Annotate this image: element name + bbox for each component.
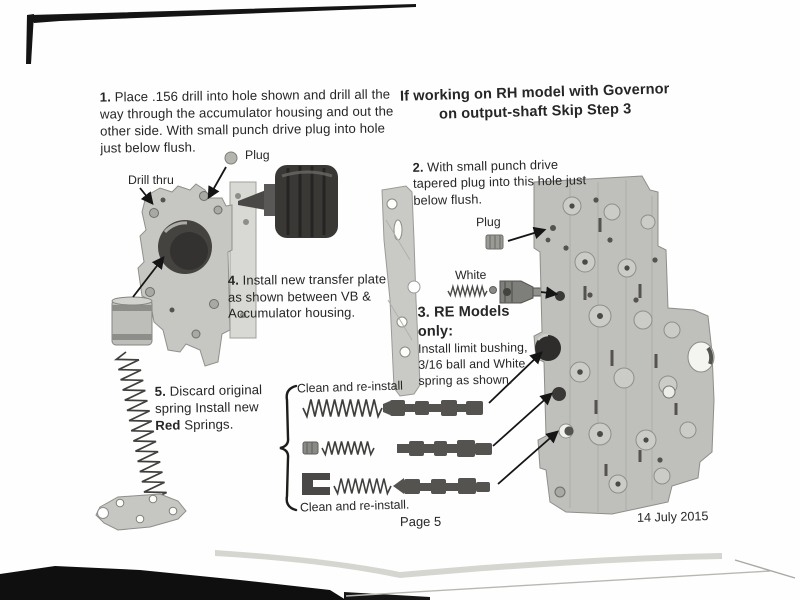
notice-line-1: If working on RH model with Governor — [399, 81, 670, 105]
white-spring-bore — [555, 291, 565, 301]
plug-label-right: Plug — [475, 214, 501, 230]
valve-body-illustration — [534, 176, 714, 514]
step-3-body: Install limit bushing, 3/16 ball and White spring as shown. — [417, 340, 528, 388]
notice-line-2: on output-shaft Skip Step 3 — [438, 101, 632, 123]
e-clip — [302, 473, 330, 495]
drill-thru-label: Drill thru — [128, 173, 174, 187]
step-1-text: 1. Place .156 drill into hole shown and drill all the way through the accumulator housing and out the other side. With small punch drive plug into hole just below flush. — [99, 86, 394, 156]
step-5-number: 5. — [154, 383, 167, 399]
check-ball-illustration — [490, 287, 497, 294]
step-3-title: 3. RE Models only: — [417, 303, 510, 340]
page-curl-shadow — [215, 550, 722, 578]
cover-plate-illustration — [96, 494, 186, 530]
limit-bushing-illustration — [500, 281, 541, 303]
step-2-text: 2. With small punch drive tapered plug into this hole just below flush. — [412, 156, 587, 208]
valve-spool-1 — [383, 400, 483, 416]
clean-reinstall-label-bottom: Clean and re-install. — [299, 497, 410, 515]
white-spring-illustration — [448, 287, 487, 296]
step-5-text: 5. Discard original spring Install new Red Springs. — [154, 382, 263, 433]
step-2-number: 2. — [412, 159, 424, 175]
plug-label-left: Plug — [245, 148, 270, 162]
step-4-number: 4. — [227, 272, 239, 288]
page-number: Page 5 — [399, 513, 442, 530]
valve-spool-2 — [397, 440, 492, 457]
white-spring-label: White — [454, 267, 487, 283]
step-3-text — [417, 302, 544, 389]
brace — [280, 386, 296, 510]
red-springs-emphasis: Red — [155, 417, 181, 433]
clean-reinstall-label-top: Clean and re-install — [296, 378, 404, 396]
valve-spool-3 — [393, 478, 490, 494]
cup-plug — [303, 442, 318, 454]
plug-part-right — [486, 235, 503, 249]
step-4-text: 4. Install new transfer plate as shown between VB & Accumulator housing. — [227, 271, 387, 321]
valve-train-rows — [280, 386, 492, 510]
step-1-number: 1. — [99, 89, 112, 105]
accumulator-piston-illustration — [112, 297, 152, 345]
revision-date: 14 July 2015 — [636, 509, 709, 525]
